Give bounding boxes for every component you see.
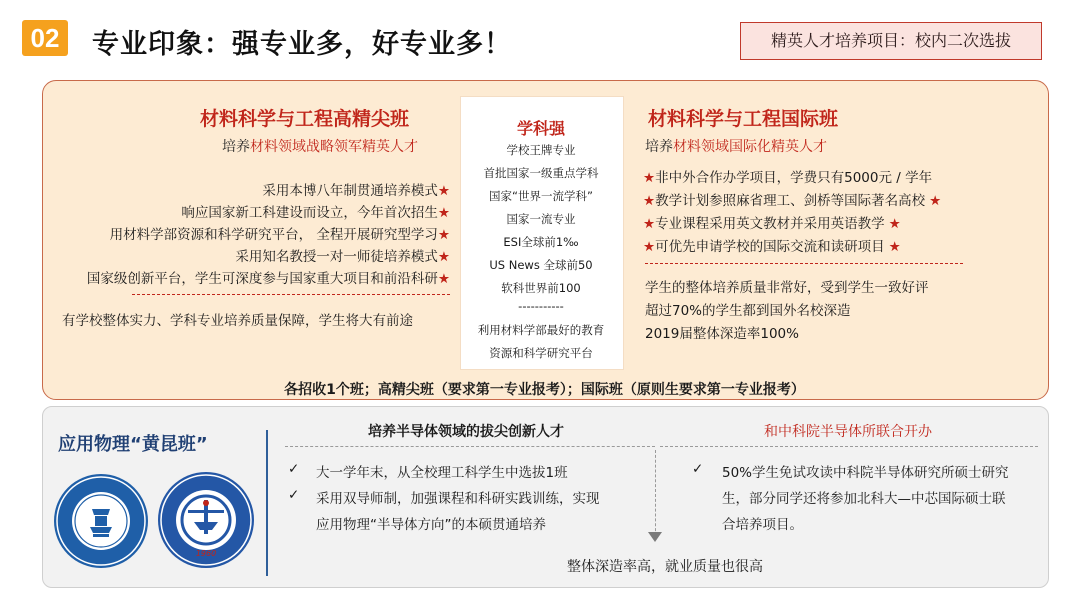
left-feature-text: 采用知名教授一对一师徒培养模式 (235, 249, 438, 265)
right-subtitle-highlight: 材料领域国际化精英人才 (673, 139, 827, 155)
enrollment-note: 各招收1个班；高精尖班（要求第一专业报考）；国际班（原则生要求第一专业报考） (284, 382, 805, 398)
middle-line: 首批国家一级重点学科 (483, 166, 599, 180)
left-subtitle-highlight: 材料领域战略领军精英人才 (250, 139, 418, 155)
star-icon: ★ (888, 239, 901, 255)
right-program-title: 材料科学与工程国际班 (648, 108, 839, 130)
huangkun-class-title: 应用物理“黄昆班” (58, 434, 208, 455)
star-icon: ★ (437, 205, 450, 221)
right-feature-text: 非中外合作办学项目，学费只有5000元 / 学年 (655, 170, 933, 186)
bottom-left-item-cont: 应用物理“半导体方向”的本硕贯通培养 (316, 517, 546, 533)
right-footer-line: 超过70%的学生都到国外名校深造 (645, 303, 851, 319)
left-footer-text: 有学校整体实力、学科专业培养质量保障，学生将大有前途 (62, 313, 413, 329)
star-icon: ★ (437, 183, 450, 199)
left-feature-line (235, 245, 450, 265)
right-feature-line (643, 212, 901, 232)
heading-divider-left (285, 446, 655, 447)
left-divider (132, 294, 450, 295)
left-feature-line (110, 223, 450, 243)
bottom-left-item: 大一学年末，从全校理工科学生中选拔1班 (316, 465, 568, 481)
star-icon: ★ (643, 193, 656, 209)
star-icon: ★ (929, 193, 942, 209)
down-arrow-icon (648, 532, 662, 542)
heading-divider-right (660, 446, 1038, 447)
left-program-title: 材料科学与工程高精尖班 (200, 108, 410, 130)
middle-line: 资源和科学研究平台 (489, 346, 593, 360)
right-feature-text: 专业课程采用英文教材并采用英语教学 (655, 216, 885, 232)
middle-line: 国家一流专业 (506, 212, 576, 226)
star-icon: ★ (437, 227, 450, 243)
bottom-right-item-cont: 生，部分同学还将参加北科大—中芯国际硕士联 (722, 491, 1006, 507)
right-feature-text: 教学计划参照麻省理工、剑桥等国际著名高校 (655, 193, 926, 209)
right-feature-line (643, 235, 901, 255)
program-tag: 精英人才培养项目：校内二次选拔 (740, 22, 1042, 60)
star-icon: ★ (643, 170, 656, 186)
left-feature-line (181, 201, 450, 221)
middle-line: ESI全球前1‰ (503, 235, 579, 249)
star-icon: ★ (643, 216, 656, 232)
left-feature-text: 响应国家新工科建设而设立，今年首次招生 (181, 205, 438, 221)
middle-line: US News 全球前50 (489, 258, 593, 272)
check-icon: ✓ (692, 461, 704, 477)
star-icon: ★ (643, 239, 656, 255)
left-subtitle-prefix: 培养 (222, 139, 250, 155)
right-footer-line: 2019届整体深造率100% (645, 326, 799, 342)
university-logo (52, 472, 150, 570)
right-divider (645, 263, 963, 264)
page-title: 专业印象：强专业多，好专业多！ (92, 29, 512, 60)
right-feature-text: 可优先申请学校的国际交流和读研项目 (655, 239, 885, 255)
left-feature-text: 国家级创新平台，学生可深度参与国家重大项目和前沿科研 (86, 271, 438, 287)
middle-divider-text: ----------- (518, 299, 564, 313)
right-program-subtitle (645, 136, 827, 156)
star-icon: ★ (888, 216, 901, 232)
right-footer-line: 学生的整体培养质量非常好，受到学生一致好评 (645, 280, 929, 296)
bottom-right-heading: 和中科院半导体所联合开办 (764, 424, 932, 440)
right-subtitle-prefix: 培养 (645, 139, 673, 155)
left-feature-text: 用材料学部资源和科学研究平台， 全程开展研究型学习 (109, 227, 438, 243)
bottom-right-item: 50%学生免试攻读中科院半导体研究所硕士研究 (722, 465, 1009, 481)
left-feature-line (87, 267, 450, 287)
section-number-badge: 02 (22, 20, 68, 56)
middle-title: 学科强 (516, 119, 565, 138)
bottom-left-heading: 培养半导体领域的拔尖创新人才 (368, 424, 564, 440)
left-feature-line (262, 179, 450, 199)
bottom-right-item-cont: 合培养项目。 (722, 517, 803, 533)
right-feature-line (643, 189, 941, 209)
check-icon: ✓ (288, 487, 300, 503)
check-icon: ✓ (288, 461, 300, 477)
middle-line: 学校王牌专业 (506, 143, 576, 157)
logo-year: 1960 (195, 549, 217, 558)
left-program-subtitle (222, 136, 418, 156)
star-icon: ★ (437, 249, 450, 265)
bottom-left-item: 采用双导师制，加强课程和科研实践训练，实现 (316, 491, 600, 507)
conclusion-text: 整体深造率高，就业质量也很高 (567, 559, 763, 575)
middle-line: 国家“世界一流学科” (489, 189, 593, 203)
column-divider (655, 450, 656, 536)
vertical-divider (266, 430, 268, 576)
middle-line: 软科世界前100 (501, 281, 581, 295)
middle-line: 利用材料学部最好的教育 (477, 323, 605, 337)
right-feature-line (643, 166, 932, 186)
left-feature-text: 采用本博八年制贯通培养模式 (262, 183, 438, 199)
star-icon: ★ (437, 271, 450, 287)
